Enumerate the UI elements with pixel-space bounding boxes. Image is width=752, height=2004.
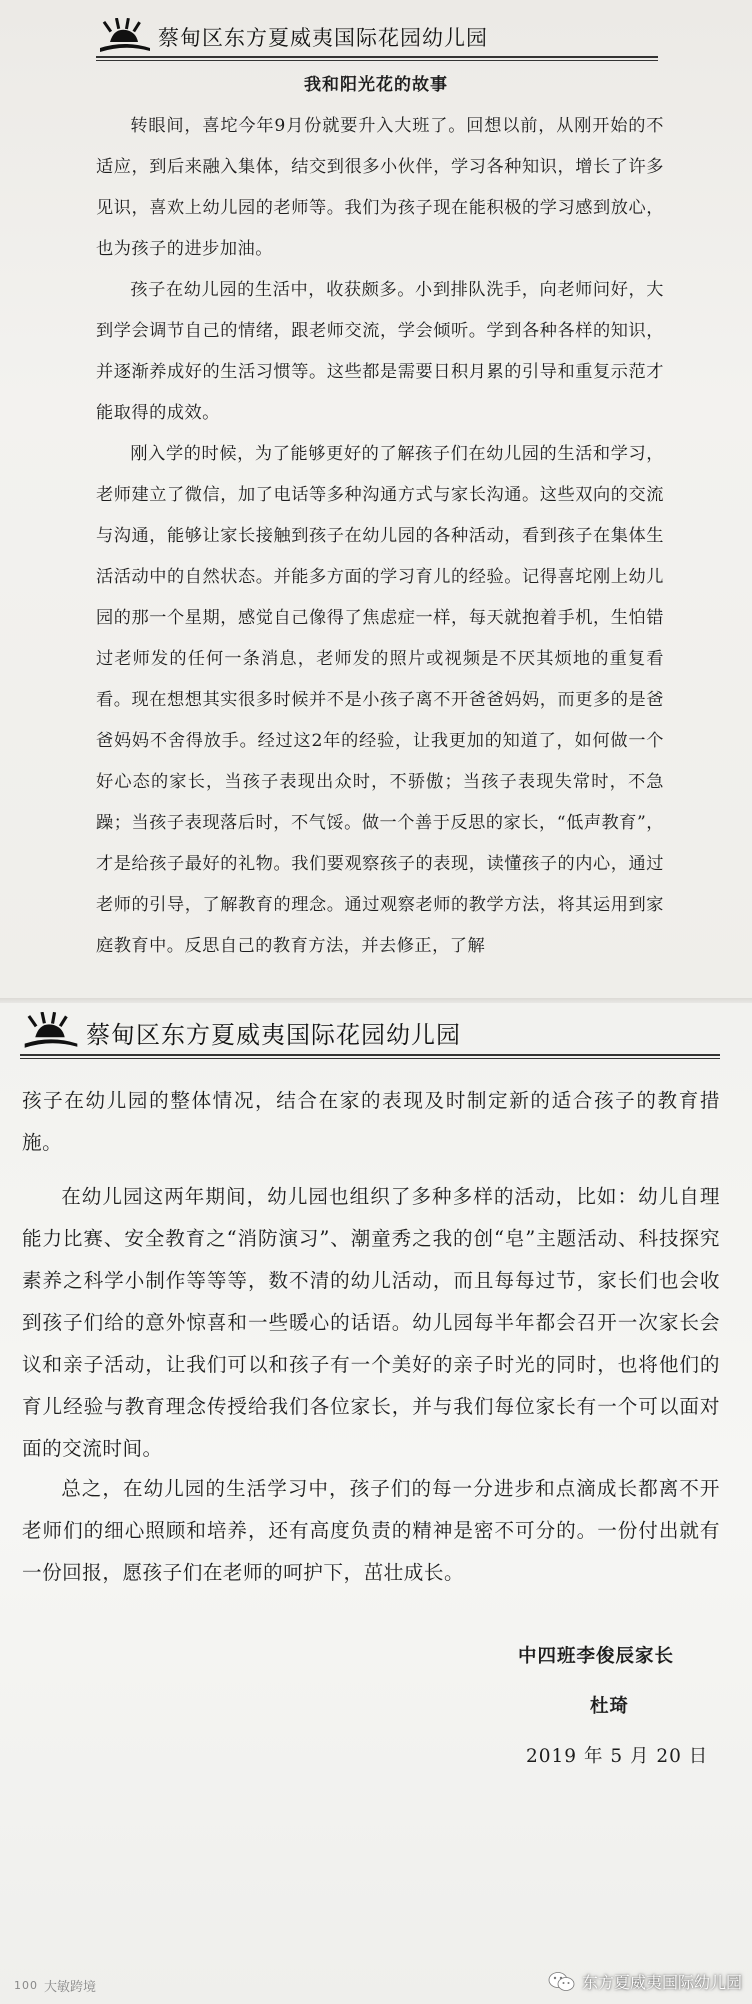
signature-class-parent: 中四班李俊辰家长: [518, 1646, 675, 1667]
page1-header: [100, 18, 488, 56]
signature-date: 2019 年 5 月 20 日: [526, 1746, 709, 1767]
letter-title: 我和阳光花的故事: [304, 75, 448, 95]
paragraph-2: 孩子在幼儿园的生活中，收获颇多。小到排队洗手，向老师问好，大到学会调节自己的情绪，跟老师交流，学会倾听。学到各种各样的知识，并逐渐养成好的生活习惯等。这些都是需要日积月累的引导和重复示范才能取得的成效。: [96, 280, 664, 423]
paragraph-continuation: 孩子在幼儿园的整体情况，结合在家的表现及时制定新的适合孩子的教育措施。: [22, 1089, 720, 1154]
sun-logo-icon: [24, 1012, 78, 1052]
paragraph-5: 总之，在幼儿园的生活学习中，孩子们的每一分进步和点滴成长都离不开老师们的细心照顾和培养，还有高度负责的精神是密不可分的。一份付出就有一份回报，愿孩子们在老师的呵护下，茁壮成长。: [22, 1477, 720, 1584]
paragraph-1: 转眼间，喜坨今年9月份就要升入大班了。回想以前，从刚开始的不适应，到后来融入集体，结交到很多小伙伴，学习各种知识，增长了许多见识，喜欢上幼儿园的老师等。我们为孩子现在能积极的学习感到放心，也为孩子的进步加油。: [96, 116, 664, 259]
signature-name: 杜琦: [590, 1696, 630, 1717]
school-name: 蔡甸区东方夏威夷国际花园幼儿园: [158, 26, 488, 50]
watermark-right-text: 东方夏威夷国际幼儿园: [581, 1973, 742, 1992]
sun-logo-icon: [100, 18, 150, 56]
watermark-left-text: 大敏跨境: [44, 1980, 97, 1995]
header-rule: [96, 56, 658, 61]
page2-header: [24, 1012, 461, 1052]
watermark-logo-text: 100: [14, 1979, 38, 1992]
watermark-left: [14, 1976, 96, 1995]
paragraph-4: 在幼儿园这两年期间，幼儿园也组织了多种多样的活动，比如：幼儿自理能力比赛、安全教育之“消防演习”、潮童秀之我的创“皂”主题活动、科技探究素养之科学小制作等等等，数不清的幼儿活动，而且每每过节，家长们也会收到孩子们给的意外惊喜和一些暖心的话语。幼儿园每半年都会召开一次家长会议和亲子活动，让我们可以和孩子有一个美好的亲子时光的同时，也将他们的育儿经验与教育理念传授给我们各位家长，并与我们每位家长有一个可以面对面的交流时间。: [22, 1185, 720, 1460]
watermark-right: [548, 1970, 742, 1993]
header-rule: [20, 1054, 720, 1059]
paragraph-3: 刚入学的时候，为了能够更好的了解孩子们在幼儿园的生活和学习，老师建立了微信，加了电话等多种沟通方式与家长沟通。这些双向的交流与沟通，能够让家长接触到孩子在幼儿园的各种活动，看到孩子在集体生活活动中的自然状态。并能多方面的学习育儿的经验。记得喜坨刚上幼儿园的那一个星期，感觉自己像得了焦虑症一样，每天就抱着手机，生怕错过老师发的任何一条消息，老师发的照片或视频是不厌其烦地的重复看看。现在想想其实很多时候并不是小孩子离不开爸爸妈妈，而更多的是爸爸妈妈不舍得放手。经过这2年的经验，让我更加的知道了，如何做一个好心态的家长，当孩子表现出众时，不骄傲；当孩子表现失常时，不急躁；当孩子表现落后时，不气馁。做一个善于反思的家长，“低声教育”，才是给孩子最好的礼物。我们要观察孩子的表现，读懂孩子的内心，通过老师的引导，了解教育的理念。通过观察老师的教学方法，将其运用到家庭教育中。反思自己的教育方法，并去修正，了解: [96, 444, 664, 956]
school-name: 蔡甸区东方夏威夷国际花园幼儿园: [86, 1020, 461, 1049]
wechat-icon: [548, 1971, 576, 1993]
